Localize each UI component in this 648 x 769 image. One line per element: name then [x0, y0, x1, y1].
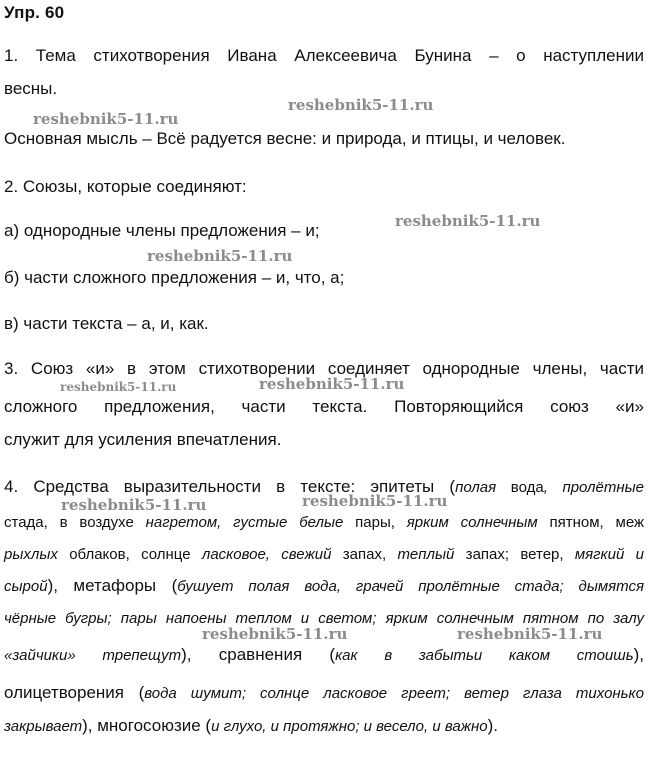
watermark: reshebnik5-11.ru	[457, 625, 603, 643]
text-run: бушует полая вода, грачей пролётные стада; дымятся	[177, 578, 644, 595]
text-run: полая	[455, 479, 497, 496]
answer-3-line-2: сложного предложения, части текста. Повторяющийся союз «и»	[4, 397, 644, 416]
text-run: , пролётные	[543, 479, 644, 496]
answer-4-line-7	[4, 682, 644, 705]
text-run: сырой	[4, 578, 48, 595]
text-run: закрывает	[4, 718, 83, 735]
answer-4-line-8	[4, 715, 498, 738]
text-run: вода	[496, 479, 544, 496]
text-run: вода шумит; солнце ласковое греет; ветер глаза тихонько	[144, 685, 644, 702]
text-run: пары,	[343, 514, 407, 531]
watermark: reshebnik5-11.ru	[61, 496, 207, 514]
answer-1-line-2: весны.	[4, 79, 58, 98]
answer-4-line-3	[4, 544, 644, 566]
text-run: «зайчики» трепещут	[4, 647, 182, 664]
answer-4-line-4	[4, 575, 644, 598]
text-run: и глухо, и протяжно; и весело, и важно	[211, 718, 488, 735]
answer-2-item-a: а) однородные члены предложения – и;	[4, 221, 320, 240]
text-run: 4. Средства выразительности в тексте: эпитеты (	[4, 477, 456, 496]
text-run: ), метафоры (	[47, 576, 178, 595]
text-run: как в забытьи каком стоишь	[335, 647, 634, 664]
text-run: запах,	[331, 546, 398, 563]
text-run: пятном, меж	[537, 514, 645, 531]
text-run: мягкий и	[574, 546, 644, 563]
answer-4-line-5: чёрные бугры; пары напоены теплом и светом; ярким солнечным пятном по залу	[4, 610, 644, 627]
text-run: стада, в воздухе	[4, 514, 146, 531]
answer-2-item-c: в) части текста – а, и, как.	[4, 314, 209, 333]
text-run: ),	[633, 645, 645, 664]
watermark: reshebnik5-11.ru	[395, 212, 541, 230]
watermark: reshebnik5-11.ru	[147, 247, 293, 265]
text-run: ), сравнения (	[181, 645, 336, 664]
watermark: reshebnik5-11.ru	[302, 492, 448, 510]
watermark: reshebnik5-11.ru	[33, 110, 179, 128]
exercise-title: Упр. 60	[4, 3, 65, 22]
text-run: рыхлых	[4, 546, 58, 563]
watermark: reshebnik5-11.ru	[259, 375, 405, 393]
answer-2-item-b: б) части сложного предложения – и, что, а;	[4, 268, 345, 287]
answer-3-line-1: 3. Союз «и» в этом стихотворении соединяет однородные члены, части	[4, 359, 644, 378]
answer-4-line-2	[4, 512, 644, 534]
answer-3-line-3: служит для усиления впечатления.	[4, 430, 282, 449]
text-run: теплый	[397, 546, 455, 563]
watermark: reshebnik5-11.ru	[60, 380, 177, 394]
text-run: ), многосоюзие (	[82, 716, 212, 735]
text-run: ласковое, свежий	[201, 546, 332, 563]
watermark: reshebnik5-11.ru	[202, 625, 348, 643]
text-run: ).	[487, 716, 498, 735]
text-run: олицетворения (	[4, 683, 145, 702]
text-run: облаков, солнце	[57, 546, 202, 563]
answer-1-main-idea: Основная мысль – Всё радуется весне: и природа, и птицы, и человек.	[4, 129, 566, 148]
watermark: reshebnik5-11.ru	[288, 96, 434, 114]
text-run: ярким солнечным	[406, 514, 538, 531]
text-run: нагретом, густые белые	[145, 514, 344, 531]
text-run: запах; ветер,	[454, 546, 575, 563]
answer-1-line-1: 1. Тема стихотворения Ивана Алексеевича Бунина – о наступлении	[4, 46, 644, 65]
answer-2-intro: 2. Союзы, которые соединяют:	[4, 177, 247, 196]
answer-4-line-6	[4, 644, 644, 667]
